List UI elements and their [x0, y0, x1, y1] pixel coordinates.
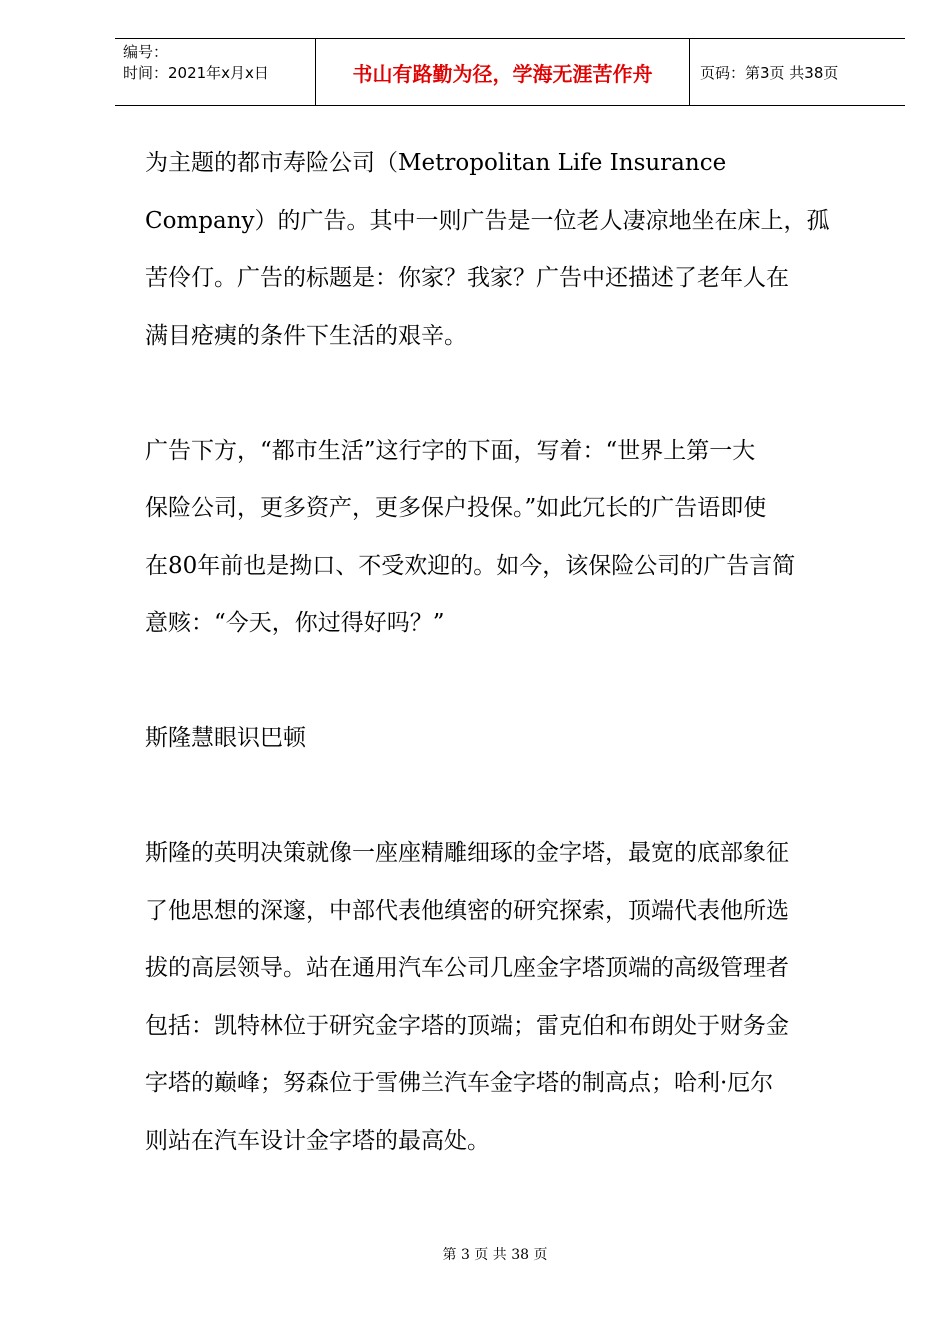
paragraph-2-line-4: 意赅：“今天，你过得好吗？”: [145, 610, 445, 636]
paragraph-4-line-4: 包括：凯特林位于研究金字塔的顶端；雷克伯和布朗处于财务金: [145, 1012, 789, 1039]
paragraph-1-line-3: 苦伶仃。广告的标题是：你家？我家？广告中还描述了老年人在: [145, 265, 789, 291]
section-heading: 斯隆慧眼识巴顿: [145, 725, 306, 751]
paragraph-1-line-1: 为主题的都市寿险公司（Metropolitan Life Insurance: [145, 150, 727, 176]
paragraph-4-line-6: 则站在汽车设计金字塔的最高处。: [145, 1127, 490, 1154]
paragraph-4-line-5: 字塔的巅峰；努森位于雪佛兰汽车金字塔的制高点；哈利·厄尔: [145, 1070, 774, 1096]
paragraph-2-line-2: 保险公司，更多资产，更多保户投保。”如此冗长的广告语即使: [145, 495, 767, 521]
paragraph-2-line-3: 在80年前也是拗口、不受欢迎的。如今，该保险公司的广告言简: [145, 552, 796, 579]
document-body: [145, 135, 875, 1170]
page-footer: 第 3 页 共 38 页: [442, 1247, 548, 1263]
paragraph-4-line-2: 了他思想的深邃，中部代表他缜密的研究探索，顶端代表他所选: [145, 897, 789, 924]
paragraph-gap: [145, 653, 875, 711]
header-page-info: 页码：第3页 共38页: [700, 63, 839, 82]
header-meta: [115, 39, 316, 105]
time-label: 时间：2021年x月x日: [123, 64, 269, 82]
header-motto: 书山有路勤为径，学海无涯苦作舟: [316, 39, 690, 105]
paragraph-gap: [145, 768, 875, 826]
number-label: 编号：: [123, 43, 169, 61]
paragraph-4-line-1: 斯隆的英明决策就像一座座精雕细琢的金字塔，最宽的底部象征: [145, 840, 789, 866]
paragraph-gap: [145, 365, 875, 423]
paragraph-1-line-2: Company）的广告。其中一则广告是一位老人凄凉地坐在床上，孤: [145, 207, 830, 234]
paragraph-1-line-4: 满目疮痍的条件下生活的艰辛。: [145, 322, 467, 349]
paragraph-4-line-3: 拔的高层领导。站在通用汽车公司几座金字塔顶端的高级管理者: [145, 955, 789, 981]
page-header: [115, 38, 905, 106]
paragraph-2-line-1: 广告下方，“都市生活”这行字的下面，写着：“世界上第一大: [145, 437, 756, 464]
